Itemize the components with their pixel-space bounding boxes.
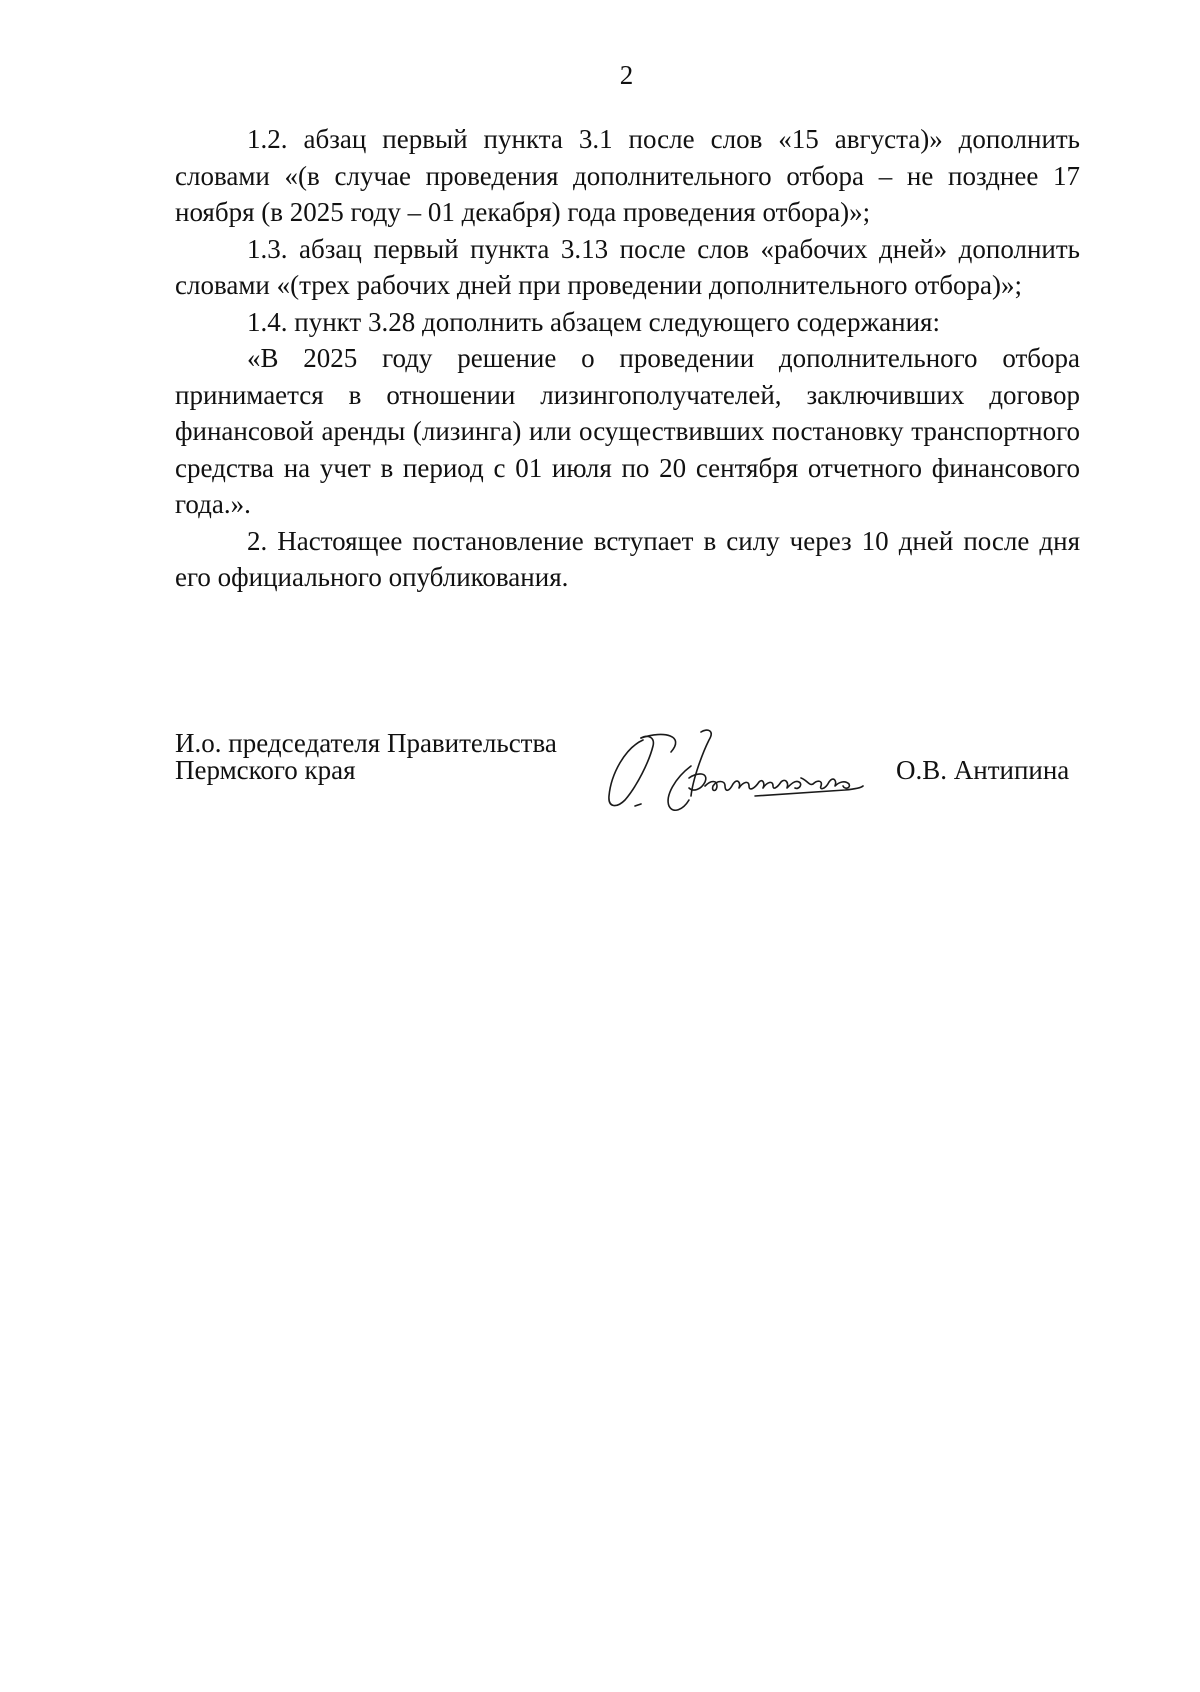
signatory-title-line-1: И.о. председателя Правительства	[175, 728, 557, 758]
signatory-name: О.В. Антипина	[896, 755, 1070, 785]
paragraph-1-4: 1.4. пункт 3.28 дополнить абзацем следующего содержания:	[247, 306, 940, 337]
handwritten-signature	[605, 726, 910, 816]
signatory-title	[175, 730, 595, 784]
paragraph-1-3: 1.3. абзац первый пункта 3.13 после слов «рабочих дней» дополнить словами «(трех рабочих дней при проведении дополнительного отбора)»;	[175, 233, 1080, 300]
document-body	[175, 121, 1080, 596]
paragraph-1-2: 1.2. абзац первый пункта 3.1 после слов «15 августа)» дополнить словами «(в случае проведения дополнительного отбора – не позднее 17 ноября (в 2025 году – 01 декабря) года проведения отбора)»;	[175, 124, 1080, 227]
paragraph-2: 2. Настоящее постановление вступает в силу через 10 дней после дня его официального опубликования.	[175, 525, 1080, 592]
paragraph-quoted-amendment: «В 2025 году решение о проведении дополнительного отбора принимается в отношении лизингополучателей, заключивших договор финансовой аренды (лизинга) или осуществивших постановку транспортного средства на учет в период с 01 июля по 20 сентября отчетного финансового года.».	[175, 343, 1080, 519]
page-number: 2	[619, 60, 634, 90]
signatory-title-line-2: Пермского края	[175, 755, 356, 785]
